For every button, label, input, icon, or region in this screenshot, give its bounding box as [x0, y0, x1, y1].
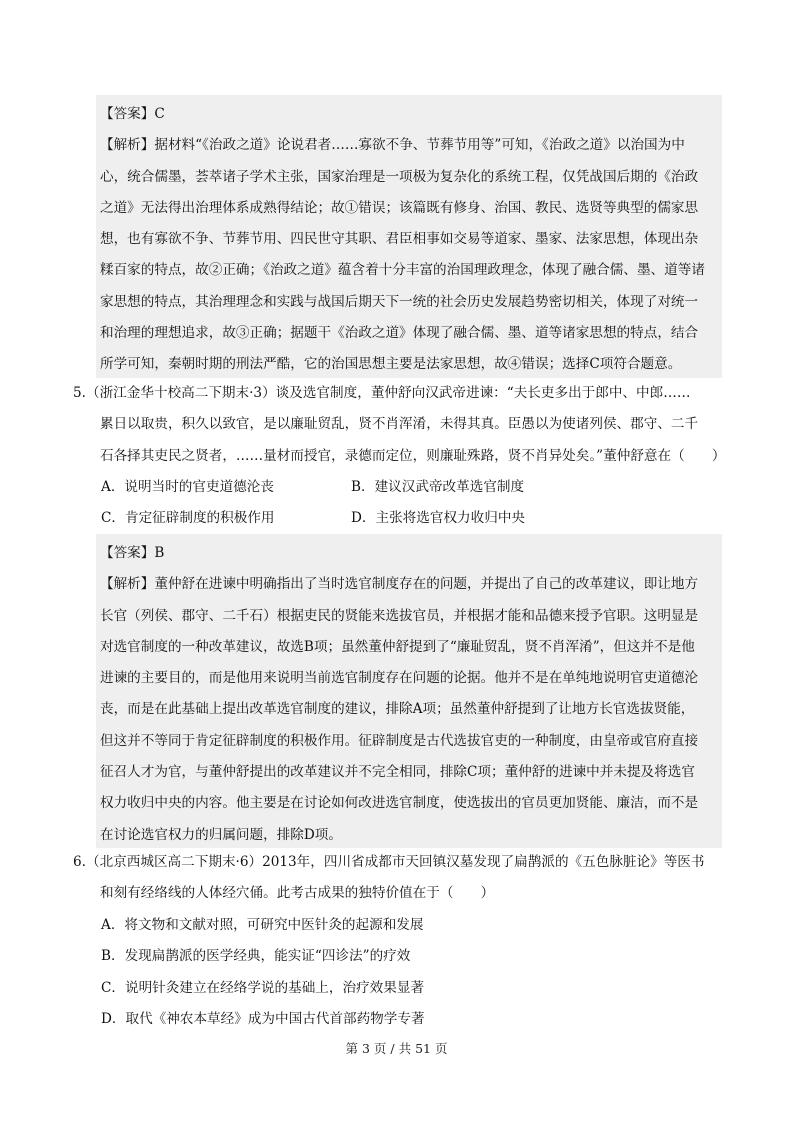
question-line: 5.（浙江金华十校高二下期末·3）谈及选官制度，董仲舒向汉武帝进谏：“夫长吏多出于郎中、中郎…… [73, 385, 691, 401]
option-b[interactable]: B．发现扁鹊派的医学经典，能实证“四诊法”的疗效 [101, 948, 411, 965]
analysis-line: 想，也有寡欲不争、节葬节用、四民世守其职、君臣相事如交易等道家、墨家、法家思想，体现出杂 [100, 231, 699, 248]
analysis-line: 之道》无法得出治理体系成熟得结论；故①错误；该篇既有修身、治国、教民、选贤等典型的儒家思 [100, 199, 699, 216]
question-line: 石各择其吏民之贤者，……量材而授官，录德而定位，则廉耻殊路，贤不肖异处矣。”董仲舒意在（ ） [100, 447, 726, 464]
analysis-line: 进谏的主要目的，而是他用来说明当前选官制度存在问题的论据。他并不是在单纯地说明官吏道德沦 [100, 670, 699, 687]
answer-analysis-block-2 [96, 534, 722, 848]
question-line: 6.（北京西城区高二下期末·6）2013年，四川省成都市天回镇汉墓发现了扁鹊派的《五色脉脏论》等医书 [73, 854, 705, 870]
option-a[interactable]: A．将文物和文献对照，可研究中医针灸的起源和发展 [101, 917, 424, 933]
question-line: 和刻有经络线的人体经穴俑。此考古成果的独特价值在于（ ） [100, 885, 495, 902]
answer-analysis-block-1 [96, 95, 722, 378]
question-6-options [101, 910, 721, 1035]
option-b[interactable]: B．建议汉武帝改革选官制度 [351, 479, 525, 495]
answer-value: C [154, 106, 165, 122]
analysis-line: 糅百家的特点，故②正确；《治政之道》蕴含着十分丰富的治国理政理念，体现了融合儒、墨、道等诸 [100, 262, 705, 279]
analysis-line: 在讨论选官权力的归属问题，排除D项。 [100, 826, 342, 843]
analysis-line: 长官（列侯、郡守、二千石）根据吏民的贤能来选拔官员，并根据才能和品德来授予官职。这明显是 [100, 607, 699, 624]
analysis-line: 心，统合儒墨，荟萃诸子学术主张，国家治理是一项极为复杂化的系统工程，仅凭战国后期的《治政 [100, 168, 699, 185]
answer-label: 【答案】 [100, 106, 155, 122]
option-row [101, 472, 721, 503]
analysis-line: 但这并不等同于肯定征辟制度的积极作用。征辟制度是古代选拔官吏的一种制度，由皇帝或官府直接 [100, 732, 699, 749]
analysis-line: 所学可知，秦朝时期的刑法严酷，它的治国思想主要是法家思想，故④错误；选择C项符合题意。 [100, 356, 682, 373]
option-a[interactable]: A．说明当时的官吏道德沦丧 [101, 479, 274, 495]
answer-line [100, 538, 716, 569]
question-line: 累日以取贵，积久以致官，是以廉耻贸乱，贤不肖浑淆，未得其真。臣愚以为使诸列侯、郡守、二千 [100, 416, 699, 433]
analysis-line: 权力收归中央的内容。他主要是在讨论如何改进选官制度，使选拔出的官员更加贤能、廉洁，而不是 [100, 795, 699, 812]
analysis-line: 征召人才为官，与董仲舒提出的改革建议并不完全相同，排除C项；董仲舒的进谏中并未提及将选官 [100, 764, 695, 781]
option-d[interactable]: D．主张将选官权力收归中央 [351, 510, 526, 527]
answer-line [100, 99, 716, 130]
question-5-options [101, 472, 721, 535]
analysis-line: 【解析】据材料“《治政之道》论说君者……寡欲不争、节葬节用等”可知，《治政之道》以治国为中 [100, 137, 685, 154]
analysis-line: 对选官制度的一种改革建议，故选B项；虽然董仲舒提到了“廉耻贸乱，贤不肖浑淆”，但这并不是他 [100, 638, 695, 655]
analysis-line: 家思想的特点，其治理理念和实践与战国后期天下一统的社会历史发展趋势密切相关，体现了对统一 [100, 293, 699, 310]
question-5-stem [73, 378, 725, 472]
option-c[interactable]: C．说明针灸建立在经络学说的基础上，治疗效果显著 [101, 979, 425, 996]
answer-label: 【答案】 [100, 545, 155, 561]
question-6-stem [73, 847, 725, 910]
option-c[interactable]: C．肯定征辟制度的积极作用 [101, 510, 275, 527]
answer-value: B [154, 545, 165, 561]
option-d[interactable]: D．取代《神农本草经》成为中国古代首部药物学专著 [101, 1010, 425, 1027]
analysis-line: 丧，而是在此基础上提出改革选官制度的建议，排除A项；虽然董仲舒提到了让地方长官选拔贤能， [100, 701, 695, 718]
analysis-line: 和治理的理想追求，故③正确；据题干《治政之道》体现了融合儒、墨、道等诸家思想的特点，结合 [100, 325, 699, 342]
option-row [101, 503, 721, 534]
analysis-line: 【解析】董仲舒在进谏中明确指出了当时选官制度存在的问题，并提出了自己的改革建议，即让地方 [100, 576, 699, 593]
page-number: 第 3 页 / 共 51 页 [345, 1041, 448, 1056]
